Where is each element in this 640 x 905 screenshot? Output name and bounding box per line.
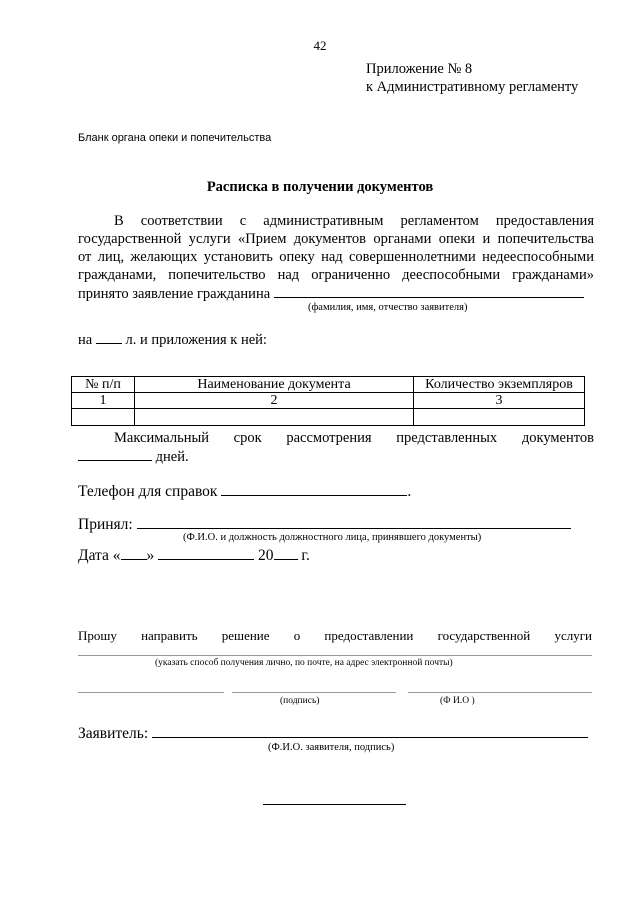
intro-line-3: от лиц, желающих установить опеку над совершеннолетними недееспособными <box>78 249 594 265</box>
applicant-label: Заявитель: <box>78 725 149 742</box>
phone-field[interactable] <box>221 482 407 496</box>
accepted-hint: (Ф.И.О. и должность должностного лица, принявшего документы) <box>183 532 482 543</box>
pages-prefix: на <box>78 332 93 348</box>
header-document-name: Наименование документа <box>135 377 414 393</box>
form-note: Бланк органа опеки и попечительства <box>78 132 272 144</box>
page-number: 42 <box>313 38 327 53</box>
date-label: Дата « <box>78 547 121 564</box>
phone-label: Телефон для справок <box>78 483 218 500</box>
accepted-by-field[interactable] <box>137 515 571 529</box>
table-cell-empty[interactable] <box>72 409 135 426</box>
fio-hint: (Ф И.О ) <box>440 696 475 706</box>
document-title: Расписка в получении документов <box>206 179 434 195</box>
date-year-suffix: г. <box>301 547 310 564</box>
accepted-label: Принял: <box>78 516 133 533</box>
request-paragraph <box>78 628 592 644</box>
pages-line <box>78 330 267 349</box>
table-cell-empty[interactable] <box>414 409 585 426</box>
header-number: № п/п <box>72 377 135 393</box>
phone-line <box>78 482 411 501</box>
intro-line-4: гражданами, попечительство над ограниченно дееспособными гражданами» <box>78 267 594 283</box>
applicant-line <box>78 724 588 743</box>
date-year-prefix: 20 <box>258 547 274 564</box>
pages-count-field[interactable] <box>96 330 122 344</box>
date-year-field[interactable] <box>274 546 298 560</box>
separator-line <box>263 804 406 805</box>
numbering-1: 1 <box>72 393 135 409</box>
days-count-field[interactable] <box>78 447 152 461</box>
delivery-method-field[interactable] <box>78 655 592 656</box>
documents-table <box>71 376 585 426</box>
term-line-2 <box>78 447 594 466</box>
term-paragraph <box>78 429 594 466</box>
applicant-signature-field[interactable] <box>152 724 588 738</box>
intro-line-1: В соответствии с административным регламентом предоставления <box>114 213 594 229</box>
date-month-field[interactable] <box>158 546 254 560</box>
appendix-header <box>366 60 578 96</box>
request-fio-field[interactable] <box>408 692 592 693</box>
request-line-1: Прошу направить решение о предоставлении государственной услуги <box>78 628 592 643</box>
applicant-hint: (фамилия, имя, отчество заявителя) <box>308 302 468 313</box>
appendix-line-1: Приложение № 8 <box>366 61 473 77</box>
appendix-line-2: к Административному регламенту <box>366 79 579 95</box>
intro-line-2: государственной услуги «Прием документов органами опеки и попечительства <box>78 231 594 247</box>
request-field-1[interactable] <box>78 692 224 693</box>
header-copies: Количество экземпляров <box>414 377 585 393</box>
table-header-row <box>72 377 585 393</box>
delivery-method-hint: (указать способ получения лично, по почте, на адрес электронной почты) <box>155 658 453 668</box>
applicant-name-field[interactable] <box>274 284 584 298</box>
signature-hint: (подпись) <box>280 696 320 706</box>
table-row <box>72 409 585 426</box>
pages-suffix: л. и приложения к ней: <box>125 332 267 348</box>
table-cell-empty[interactable] <box>135 409 414 426</box>
intro-line-5 <box>78 284 594 302</box>
phone-end: . <box>407 483 412 500</box>
date-close-quote: » <box>146 547 155 564</box>
table-numbering-row <box>72 393 585 409</box>
numbering-2: 2 <box>135 393 414 409</box>
days-label: дней. <box>155 449 189 465</box>
date-day-field[interactable] <box>121 546 147 560</box>
date-line <box>78 546 310 565</box>
intro-line-5-text: принято заявление гражданина <box>78 286 271 302</box>
applicant-signature-hint: (Ф.И.О. заявителя, подпись) <box>268 742 395 753</box>
request-signature-field[interactable] <box>232 692 396 693</box>
term-line-1: Максимальный срок рассмотрения представленных документов <box>114 430 594 446</box>
intro-paragraph <box>78 212 594 302</box>
numbering-3: 3 <box>414 393 585 409</box>
